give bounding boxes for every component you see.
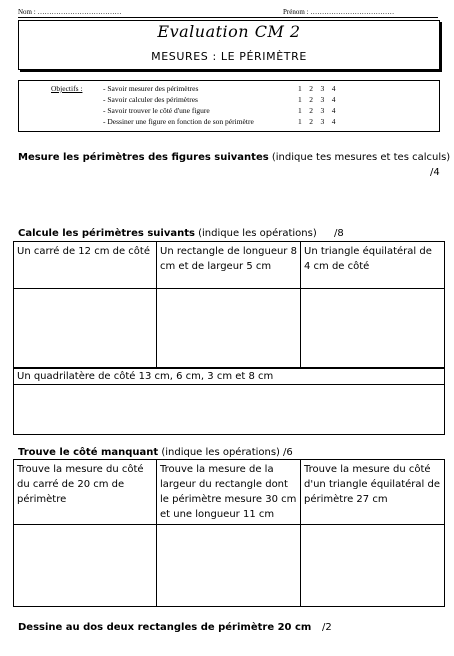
answer-area[interactable]	[157, 289, 301, 368]
objective-levels[interactable]: 1 2 3 4	[298, 117, 336, 126]
section-4-heading	[18, 622, 311, 633]
section-1-note: (indique tes mesures et tes calculs)	[268, 152, 451, 163]
answer-area[interactable]	[14, 289, 157, 368]
quad-table	[13, 368, 445, 435]
missing-side-cell-triangle: Trouve la mesure du côté d'un triangle équilatéral de périmètre 27 cm	[301, 460, 445, 525]
objective-levels[interactable]: 1 2 3 4	[298, 106, 336, 115]
section-1-heading	[18, 152, 450, 163]
section-3-note: (indique les opérations)	[158, 447, 280, 458]
missing-side-table	[13, 459, 445, 607]
answer-area[interactable]	[14, 385, 445, 435]
missing-side-cell-square: Trouve la mesure du côté du carré de 20 cm de périmètre	[14, 460, 157, 525]
calc-cell-triangle: Un triangle équilatéral de 4 cm de côté	[301, 242, 445, 289]
objective-item: - Dessiner une figure en fonction de son périmètre	[103, 117, 254, 126]
missing-side-cell-rectangle: Trouve la mesure de la largeur du rectangle dont le périmètre mesure 30 cm et une longueur 11 cm	[157, 460, 301, 525]
section-2-heading	[18, 228, 317, 239]
section-4-score: /2	[322, 622, 332, 633]
page-subtitle: MESURES : LE PÉRIMÈTRE	[151, 50, 307, 63]
answer-area[interactable]	[157, 525, 301, 607]
section-1-score: /4	[430, 167, 440, 178]
section-4-title: Dessine au dos deux rectangles de périmètre 20 cm	[18, 622, 312, 633]
calc-cell-square: Un carré de 12 cm de côté	[14, 242, 157, 289]
objective-levels[interactable]: 1 2 3 4	[298, 95, 336, 104]
section-1-title: Mesure les périmètres des figures suivantes	[18, 152, 269, 163]
section-2-title: Calcule les périmètres suivants	[18, 228, 195, 239]
section-3-heading	[18, 447, 280, 458]
section-2-score: /8	[334, 228, 344, 239]
nom-field[interactable]: Nom : ………………………………	[18, 8, 122, 16]
section-3-title: Trouve le côté manquant	[18, 447, 159, 458]
prenom-field[interactable]: Prénom : ………………………………	[283, 8, 395, 16]
section-2-note: (indique les opérations)	[194, 228, 317, 239]
answer-area[interactable]	[301, 525, 445, 607]
answer-area[interactable]	[14, 525, 157, 607]
objective-item: - Savoir trouver le côté d'une figure	[103, 106, 210, 115]
calc-cell-quadrilateral: Un quadrilatère de côté 13 cm, 6 cm, 3 cm et 8 cm	[14, 369, 445, 385]
objectives-label: Objectifs :	[51, 84, 83, 93]
section-3-score: /6	[283, 447, 293, 458]
calc-table	[13, 241, 445, 368]
objective-levels[interactable]: 1 2 3 4	[298, 84, 336, 93]
calc-cell-rectangle: Un rectangle de longueur 8 cm et de largeur 5 cm	[157, 242, 301, 289]
page-title: Evaluation CM 2	[157, 22, 301, 41]
objective-item: - Savoir calculer des périmètres	[103, 95, 198, 104]
objective-item: - Savoir mesurer des périmètres	[103, 84, 199, 93]
answer-area[interactable]	[301, 289, 445, 368]
